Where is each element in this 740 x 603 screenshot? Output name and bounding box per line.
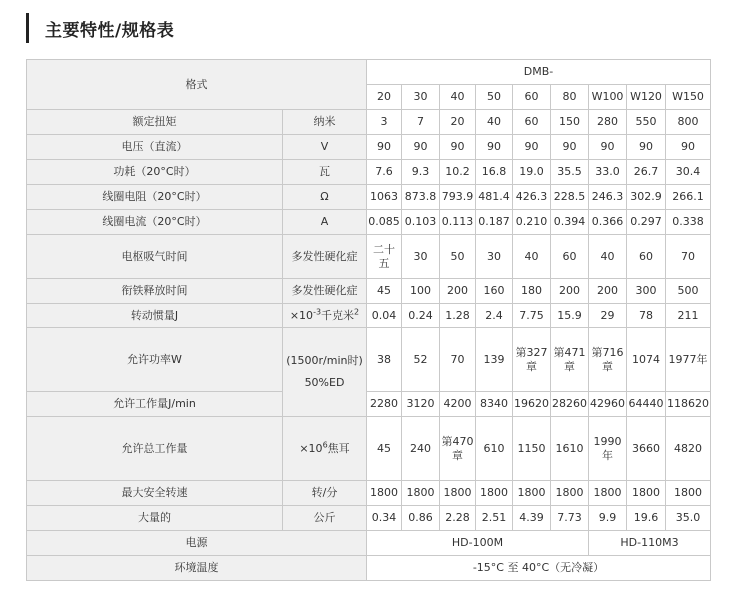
value-cell: 90: [551, 135, 589, 160]
row-unit: 纳米: [283, 110, 367, 135]
model-cell: W100: [589, 85, 627, 110]
value-cell: 481.4: [476, 185, 513, 210]
value-cell: 90: [476, 135, 513, 160]
format-header: 格式: [27, 60, 367, 110]
unit-exponent: 6: [322, 439, 328, 449]
row-unit: A: [283, 210, 367, 235]
value-cell: 7: [402, 110, 440, 135]
value-cell: 1800: [666, 481, 711, 506]
value-cell: 0.24: [402, 304, 440, 328]
value-cell: 第327章: [513, 328, 551, 392]
value-cell: 60: [551, 235, 589, 279]
value-cell: 1800: [440, 481, 476, 506]
value-cell: 200: [440, 279, 476, 304]
value-cell: 90: [513, 135, 551, 160]
value-cell: 78: [627, 304, 666, 328]
row-label: 电枢吸气时间: [27, 235, 283, 279]
value-cell: 7.75: [513, 304, 551, 328]
unit-exponent: -3: [313, 306, 322, 316]
value-cell: 二十五: [367, 235, 402, 279]
value-cell: 246.3: [589, 185, 627, 210]
value-cell: 90: [627, 135, 666, 160]
value-cell: 3: [367, 110, 402, 135]
value-cell: 38: [367, 328, 402, 392]
value-cell: 500: [666, 279, 711, 304]
table-row-total-work: [27, 417, 711, 481]
value-cell: 1074: [627, 328, 666, 392]
table-row-attract-time: [27, 235, 711, 279]
value-cell: 150: [551, 110, 589, 135]
value-cell: 1.28: [440, 304, 476, 328]
row-label: 允许总工作量: [27, 417, 283, 481]
value-cell: 2.4: [476, 304, 513, 328]
table-row-power: [27, 160, 711, 185]
row-unit: Ω: [283, 185, 367, 210]
value-cell: 228.5: [551, 185, 589, 210]
value-cell: 118620: [666, 392, 711, 417]
page-title: 主要特性/规格表: [45, 20, 175, 41]
model-cell: 20: [367, 85, 402, 110]
unit-prefix: ×10: [289, 308, 314, 322]
value-cell: 90: [666, 135, 711, 160]
value-cell: 200: [589, 279, 627, 304]
unit-line-speed: (1500r/min时): [286, 354, 363, 367]
value-cell: 426.3: [513, 185, 551, 210]
model-cell: 80: [551, 85, 589, 110]
value-cell: 3660: [627, 417, 666, 481]
value-cell: 300: [627, 279, 666, 304]
row-label: 环境温度: [27, 556, 367, 581]
value-cell: 15.9: [551, 304, 589, 328]
table-row-power-supply: [27, 531, 711, 556]
row-unit: 公斤: [283, 506, 367, 531]
table-row-max-speed: [27, 481, 711, 506]
value-cell: 30.4: [666, 160, 711, 185]
row-label: 电源: [27, 531, 367, 556]
row-unit: [283, 417, 367, 481]
spec-table: [26, 59, 711, 581]
value-cell: 139: [476, 328, 513, 392]
value-cell: 7.73: [551, 506, 589, 531]
value-cell: 160: [476, 279, 513, 304]
value-cell: 0.338: [666, 210, 711, 235]
value-cell: 45: [367, 279, 402, 304]
model-cell: 40: [440, 85, 476, 110]
value-cell: 100: [402, 279, 440, 304]
value-cell: 1800: [513, 481, 551, 506]
value-cell: 40: [513, 235, 551, 279]
value-cell: 29: [589, 304, 627, 328]
value-cell: 3120: [402, 392, 440, 417]
value-cell: 0.297: [627, 210, 666, 235]
row-unit: 瓦: [283, 160, 367, 185]
value-cell: 40: [476, 110, 513, 135]
value-cell: 793.9: [440, 185, 476, 210]
value-cell: 0.366: [589, 210, 627, 235]
value-cell: 4820: [666, 417, 711, 481]
row-label: 电压（直流）: [27, 135, 283, 160]
value-cell: 4.39: [513, 506, 551, 531]
table-row-torque: [27, 110, 711, 135]
unit-name: 焦耳: [327, 441, 350, 455]
row-label: 线圈电阻（20°C时）: [27, 185, 283, 210]
value-cell: 19.0: [513, 160, 551, 185]
table-row-env-temp: [27, 556, 711, 581]
model-prefix-header: DMB-: [367, 60, 711, 85]
model-cell: W120: [627, 85, 666, 110]
value-cell: 90: [589, 135, 627, 160]
value-cell: 90: [440, 135, 476, 160]
power-supply-value-a: HD-100M: [367, 531, 589, 556]
value-cell: 550: [627, 110, 666, 135]
row-label: 允许功率W: [27, 328, 283, 392]
unit-line-duty: 50%ED: [304, 376, 345, 389]
model-cell: 60: [513, 85, 551, 110]
value-cell: 26.7: [627, 160, 666, 185]
table-row-resistance: [27, 185, 711, 210]
value-cell: 60: [513, 110, 551, 135]
value-cell: 52: [402, 328, 440, 392]
value-cell: 第470章: [440, 417, 476, 481]
value-cell: 20: [440, 110, 476, 135]
value-cell: 4200: [440, 392, 476, 417]
row-label: 最大安全转速: [27, 481, 283, 506]
value-cell: 1800: [367, 481, 402, 506]
value-cell: 0.394: [551, 210, 589, 235]
value-cell: 610: [476, 417, 513, 481]
heading-accent-bar: [26, 13, 29, 43]
value-cell: 0.210: [513, 210, 551, 235]
value-cell: 1150: [513, 417, 551, 481]
unit-exponent: 2: [354, 306, 360, 316]
unit-name: 千克米: [321, 308, 355, 322]
value-cell: 45: [367, 417, 402, 481]
row-unit: [283, 304, 367, 328]
value-cell: 1800: [476, 481, 513, 506]
value-cell: 1063: [367, 185, 402, 210]
table-row-voltage: [27, 135, 711, 160]
value-cell: 90: [402, 135, 440, 160]
value-cell: 70: [666, 235, 711, 279]
value-cell: 200: [551, 279, 589, 304]
value-cell: 64440: [627, 392, 666, 417]
value-cell: 1800: [551, 481, 589, 506]
value-cell: 19.6: [627, 506, 666, 531]
row-unit: [283, 328, 367, 417]
unit-prefix: ×10: [299, 441, 323, 455]
value-cell: 90: [367, 135, 402, 160]
value-cell: 266.1: [666, 185, 711, 210]
value-cell: 0.187: [476, 210, 513, 235]
value-cell: 30: [402, 235, 440, 279]
value-cell: 35.5: [551, 160, 589, 185]
value-cell: 第471章: [551, 328, 589, 392]
row-label: 衔铁释放时间: [27, 279, 283, 304]
value-cell: 30: [476, 235, 513, 279]
row-label: 线圈电流（20°C时）: [27, 210, 283, 235]
value-cell: 1800: [402, 481, 440, 506]
value-cell: 19620: [513, 392, 551, 417]
row-label: 功耗（20°C时）: [27, 160, 283, 185]
power-supply-value-b: HD-110M3: [589, 531, 711, 556]
row-label: 转动惯量J: [27, 304, 283, 328]
value-cell: 240: [402, 417, 440, 481]
table-row-allow-work: [27, 392, 711, 417]
value-cell: 70: [440, 328, 476, 392]
value-cell: 1800: [589, 481, 627, 506]
value-cell: 211: [666, 304, 711, 328]
value-cell: 28260: [551, 392, 589, 417]
value-cell: 16.8: [476, 160, 513, 185]
table-row-inertia: [27, 304, 711, 328]
model-cell: 50: [476, 85, 513, 110]
table-row-release-time: [27, 279, 711, 304]
value-cell: 2280: [367, 392, 402, 417]
value-cell: 1990年: [589, 417, 627, 481]
value-cell: 2.28: [440, 506, 476, 531]
model-cell: W150: [666, 85, 711, 110]
value-cell: 0.085: [367, 210, 402, 235]
value-cell: 302.9: [627, 185, 666, 210]
value-cell: 9.9: [589, 506, 627, 531]
value-cell: 9.3: [402, 160, 440, 185]
value-cell: 1800: [627, 481, 666, 506]
model-cell: 30: [402, 85, 440, 110]
table-row-mass: [27, 506, 711, 531]
value-cell: 8340: [476, 392, 513, 417]
value-cell: 40: [589, 235, 627, 279]
value-cell: 50: [440, 235, 476, 279]
row-unit: 多发性硬化症: [283, 279, 367, 304]
value-cell: 800: [666, 110, 711, 135]
value-cell: 0.86: [402, 506, 440, 531]
env-temp-value: -15°C 至 40°C（无冷凝）: [367, 556, 711, 581]
row-label: 额定扭矩: [27, 110, 283, 135]
value-cell: 0.04: [367, 304, 402, 328]
value-cell: 33.0: [589, 160, 627, 185]
row-unit: V: [283, 135, 367, 160]
row-label: 大量的: [27, 506, 283, 531]
value-cell: 180: [513, 279, 551, 304]
value-cell: 10.2: [440, 160, 476, 185]
value-cell: 873.8: [402, 185, 440, 210]
row-label: 允许工作量J/min: [27, 392, 283, 417]
value-cell: 60: [627, 235, 666, 279]
value-cell: 35.0: [666, 506, 711, 531]
table-row-current: [27, 210, 711, 235]
value-cell: 第716章: [589, 328, 627, 392]
value-cell: 1610: [551, 417, 589, 481]
row-unit: 多发性硬化症: [283, 235, 367, 279]
value-cell: 2.51: [476, 506, 513, 531]
value-cell: 42960: [589, 392, 627, 417]
value-cell: 1977年: [666, 328, 711, 392]
value-cell: 0.34: [367, 506, 402, 531]
value-cell: 0.113: [440, 210, 476, 235]
row-unit: 转/分: [283, 481, 367, 506]
section-heading: [26, 13, 174, 43]
value-cell: 0.103: [402, 210, 440, 235]
table-row-allow-power: [27, 328, 711, 392]
value-cell: 7.6: [367, 160, 402, 185]
value-cell: 280: [589, 110, 627, 135]
